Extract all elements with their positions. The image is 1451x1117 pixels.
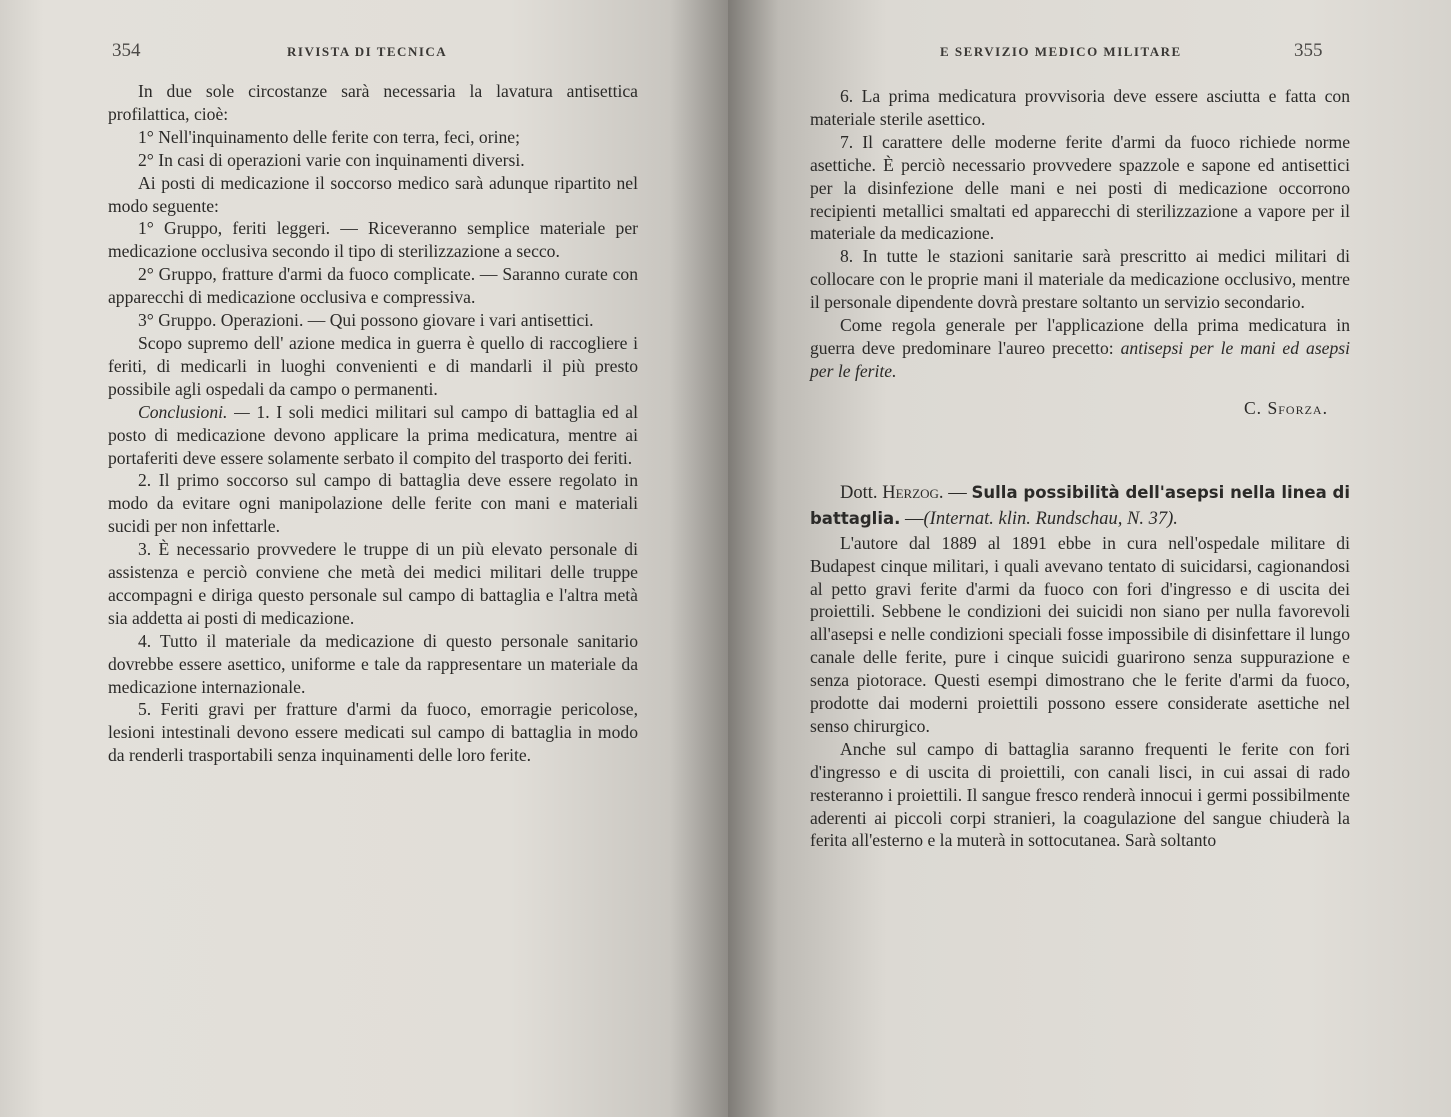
- paragraph: 2° In casi di operazioni varie con inquinamenti diversi.: [138, 149, 525, 170]
- conclusions-paragraph: [108, 401, 638, 470]
- heading-dash: —: [948, 482, 967, 503]
- paragraph: Anche sul campo di battaglia saranno frequenti le ferite con fori d'ingresso e di uscita di proiettili, con canali lisci, in cui assai di rado resteranno i proiettili. Il sangue fresco renderà innocui i germi possibilmente aderenti ai piccoli corpi stranieri, la coagulazione del sangue chiuderà la ferita all'esterno e la muterà in sottocutanea. Sarà soltanto: [810, 738, 1350, 851]
- running-head-left: RIVISTA DI TECNICA: [287, 44, 448, 59]
- paragraph: 6. La prima medicatura provvisoria deve essere asciutta e fatta con materiale sterile asettico.: [810, 86, 1350, 129]
- paragraph: 1° Gruppo, feriti leggeri. — Riceveranno semplice materiale per medicazione occlusiva secondo il tipo di sterilizzazione a secco.: [108, 218, 638, 262]
- signature: C. Sforza.: [1243, 397, 1328, 418]
- rule-text: Come regola generale per l'applicazione della prima medicatura in guerra deve predominare l'aureo precetto:: [810, 315, 1350, 358]
- paragraph: Scopo supremo dell' azione medica in guerra è quello di raccogliere i feriti, di medicarli in luoghi convenienti e di mandarli il più presto possibile agli ospedali da campo o permanenti.: [108, 332, 638, 399]
- rule-paragraph: [810, 314, 1350, 383]
- page-number-left: 354: [112, 40, 141, 61]
- paragraph: 3. È necessario provvedere le truppe di un più elevato personale di assistenza e perciò conviene che metà dei medici militari delle truppe accompagni e diriga questo personale sul campo di battaglia e l'altra metà sia addetta ai posti di medicazione.: [108, 539, 638, 628]
- paragraph: In due sole circostanze sarà necessaria la lavatura antisettica profilattica, cioè:: [108, 81, 638, 124]
- source-dash: —: [905, 508, 924, 529]
- paragraph: 4. Tutto il materiale da medicazione di questo personale sanitario dovrebbe essere asettico, uniforme e tale da rappresentare un materiale da medicazione internazionale.: [108, 630, 638, 697]
- article-title: Sulla possibilità dell'asepsi nella linea di battaglia.: [810, 482, 1351, 528]
- left-page-body: [108, 80, 638, 767]
- precept: antisepsi per le mani ed asepsi per le ferite.: [810, 337, 1351, 381]
- paragraph: 1° Nell'inquinamento delle ferite con terra, feci, orine;: [138, 126, 520, 147]
- paragraph: 7. Il carattere delle moderne ferite d'armi da fuoco richiede norme asettiche. È perciò necessario provvedere spazzole e sapone ed antisettici per la disinfezione delle mani e nei posti di medicazione occorrono recipienti metallici smaltati ed apparecchi di sterilizzazione a vapore per il materiale da medicazione.: [810, 131, 1350, 244]
- author-prefix: Dott.: [840, 482, 878, 503]
- running-head-right: E SERVIZIO MEDICO MILITARE: [940, 44, 1182, 59]
- conclusions-label: Conclusioni. —: [138, 401, 250, 422]
- conclusion-1: 1. I soli medici militari sul campo di battaglia ed al posto di medicazione devono applicare la prima medicatura, mentre ai portaferiti deve essere solamente serbato il compito del trasporto dei feriti.: [108, 401, 638, 468]
- article-author: Herzog.: [882, 482, 944, 503]
- right-page-body: [810, 85, 1350, 852]
- paragraph: Ai posti di medicazione il soccorso medico sarà adunque ripartito nel modo seguente:: [108, 172, 638, 216]
- right-page: [728, 0, 1451, 1117]
- paragraph: 5. Feriti gravi per fratture d'armi da fuoco, emorragie pericolose, lesioni intestinali devono essere medicati sul campo di battaglia in modo da renderli trasportabili senza inquinamenti delle loro ferite.: [108, 699, 638, 766]
- article-heading: [810, 480, 1350, 532]
- paragraph: 2° Gruppo, fratture d'armi da fuoco complicate. — Saranno curate con apparecchi di medicazione occlusiva e compressiva.: [108, 264, 638, 308]
- paragraph: L'autore dal 1889 al 1891 ebbe in cura nell'ospedale militare di Budapest cinque militari, i quali avevano tentato di suicidarsi, cagionandosi al petto gravi ferite d'armi da fuoco con fori d'ingresso e di uscita dei proiettili. Sebbene le condizioni dei suicidi non siano per nulla favorevoli all'asepsi e nelle condizioni speciali fosse impossibile di disinfettare il lungo canale delle ferite, pure i cinque suicidi guarirono senza suppurazione e senza piotorace. Questi esempi dimostrano che le ferite d'armi da fuoco, prodotte dai moderni proiettili possono essere considerate asettiche nel senso chirurgico.: [810, 532, 1350, 736]
- paragraph: 8. In tutte le stazioni sanitarie sarà prescritto ai medici militari di collocare con le proprie mani il materiale da medicazione occlusivo, mentre il personale dipendente dovrà prestare soltanto un servizio secondario.: [810, 246, 1350, 313]
- paragraph: 2. Il primo soccorso sul campo di battaglia deve essere regolato in modo da evitare ogni manipolazione delle ferite con mani e materiali sucidi per non infettarle.: [108, 470, 638, 537]
- page-number-right: 355: [1294, 40, 1323, 61]
- article-source: (Internat. klin. Rundschau, N. 37).: [923, 508, 1178, 529]
- paragraph: 3° Gruppo. Operazioni. — Qui possono giovare i vari antisettici.: [138, 310, 594, 331]
